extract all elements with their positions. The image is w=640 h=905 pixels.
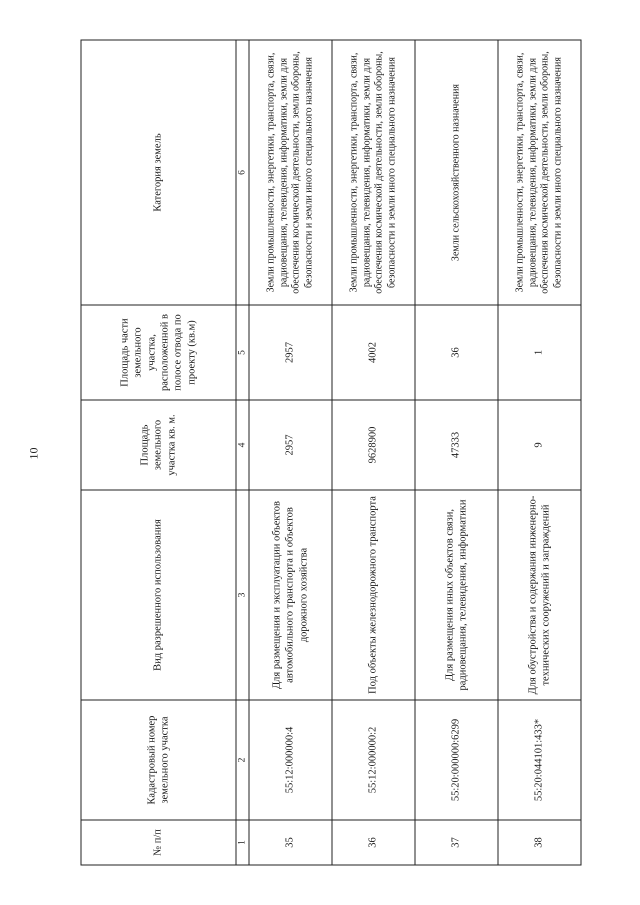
rotated-table-container (80, 41, 563, 866)
permitted-use: Под объекты железнодорожного транспорта (332, 490, 415, 700)
land-category: Земли промышленности, энергетики, транспорта, связи, радиовещания, телевидения, информатики, земли для обеспечения космической деятельности, земли обороны, безопасности и земли иного специального назначения (249, 40, 332, 305)
cadastral-number: 55:12:000000:4 (249, 700, 332, 820)
table-row (332, 40, 415, 865)
plot-area: 9 (498, 400, 581, 490)
table-row (249, 40, 332, 865)
row-number: 36 (332, 820, 415, 865)
cadastral-number: 55:20:000000:6299 (415, 700, 498, 820)
land-category: Земли промышленности, энергетики, транспорта, связи, радиовещания, телевидения, информатики, земли для обеспечения космической деятельности, земли обороны, безопасности и земли иного специального назначения (332, 40, 415, 305)
plot-area: 2957 (249, 400, 332, 490)
col-header-number: № п/п (81, 820, 236, 865)
row-number: 38 (498, 820, 581, 865)
cadastral-number: 55:20:044101:433* (498, 700, 581, 820)
table-row (415, 40, 498, 865)
permitted-use: Для размещения иных объектов связи, радиовещания, телевидения, информатики (415, 490, 498, 700)
col-header-part-area: Площадь части земельного участка, расположенной в полосе отвода по проекту (кв.м) (81, 305, 236, 400)
col-index: 1 (236, 820, 249, 865)
part-area: 4002 (332, 305, 415, 400)
col-header-area: Площадь земельного участка кв. м. (81, 400, 236, 490)
plot-area: 9628900 (332, 400, 415, 490)
part-area: 36 (415, 305, 498, 400)
col-index: 3 (236, 490, 249, 700)
page-number: 10 (26, 447, 41, 460)
part-area: 1 (498, 305, 581, 400)
permitted-use: Для обустройства и содержания инженерно-технических сооружений и заграждений (498, 490, 581, 700)
permitted-use: Для размещения и эксплуатации объектов автомобильного транспорта и объектов дорожного хозяйства (249, 490, 332, 700)
land-category: Земли промышленности, энергетики, транспорта, связи, радиовещания, телевидения, информатики, земли для обеспечения космической деятельности, земли обороны, безопасности и земли иного специального назначения (498, 40, 581, 305)
col-index: 5 (236, 305, 249, 400)
col-header-use: Вид разрешенного использования (81, 490, 236, 700)
land-plots-table (80, 40, 581, 866)
col-index: 6 (236, 40, 249, 305)
column-index-row (236, 40, 249, 865)
table-row (498, 40, 581, 865)
table-header-row (81, 40, 236, 865)
part-area: 2957 (249, 305, 332, 400)
row-number: 37 (415, 820, 498, 865)
land-category: Земли сельскохозяйственного назначения (415, 40, 498, 305)
cadastral-number: 55:12:000000:2 (332, 700, 415, 820)
plot-area: 47333 (415, 400, 498, 490)
row-number: 35 (249, 820, 332, 865)
col-header-cadastral: Кадастровый номер земельного участка (81, 700, 236, 820)
col-index: 2 (236, 700, 249, 820)
col-index: 4 (236, 400, 249, 490)
col-header-category: Категория земель (81, 40, 236, 305)
